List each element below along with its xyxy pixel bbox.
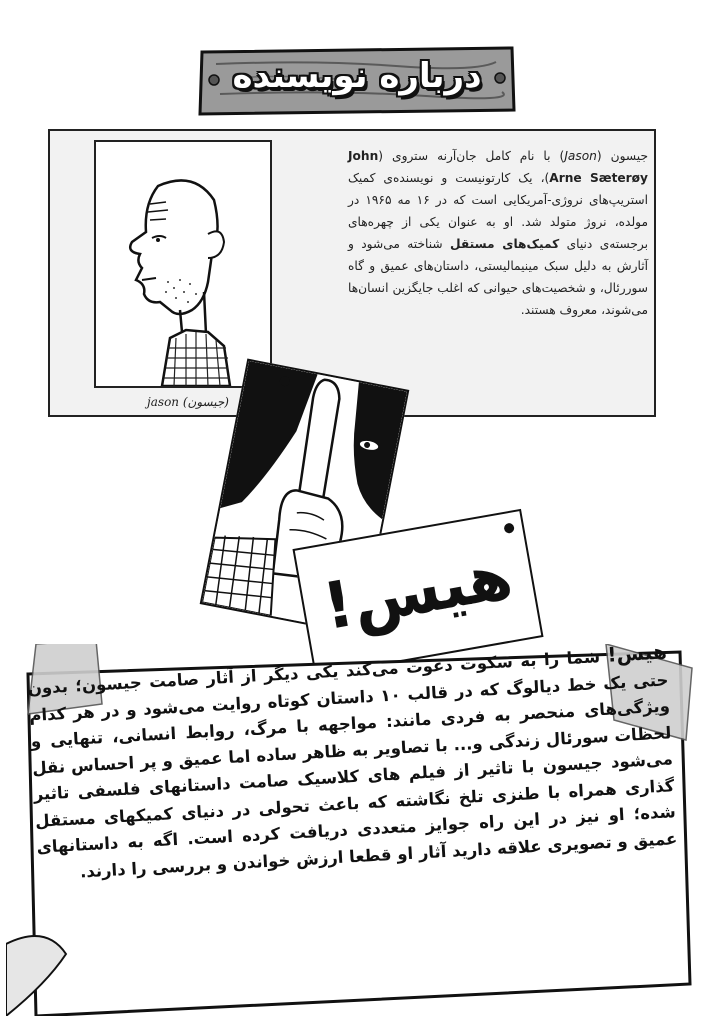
bio-text-2: ) با نام کامل جان‌آرنه ستروی ( bbox=[378, 149, 565, 163]
note-text: شما را به سکوت دعوت می‌کند یکی دیگر از آثار صامت جیسون؛ بدون حتی یک خط دیالوگ که در قالب ۱۰ داستان کوتاه روایت می‌شود و در هر کدام ویژگی‌های منحصر به فردی مانند: مواجهه با مرگ، روابط انسانی، تنهایی و لحظات سورئال زندگی و... با تصاویر به ظاهر ساده اما عمیق و پر احساس نقل می‌شود جیسون با تاثیر از فیلم های کلاسیک صامت داستانهای فلسفی تاثیر گذاری همراه با طنزی تلخ نگاشته که باعث تحولی در دنیای کمیکهای مستقل شده؛ او نیز در این راه جوایز متعددی دریافت کرده است. اگه به داستانهای عمیق و تصویری علاقه دارید آثار او قطعا ارزش خواندن و بررسی را دارند. bbox=[27, 646, 678, 881]
author-portrait bbox=[94, 140, 272, 388]
note-body bbox=[27, 638, 685, 1013]
author-bio bbox=[348, 145, 648, 405]
bio-text-3: )، یک کارتونیست و نویسنده‌ی کمیک استریپ‌های نروژی-آمریکایی است که در ۱۶ مه ۱۹۶۵ در مولده، نروژ متولد شد. او به عنوان یکی از چهره‌های برجسته‌ی دنیای bbox=[348, 171, 648, 251]
bio-text-1: جیسون ( bbox=[596, 149, 649, 163]
bio-text-4: شناخته می‌شود و آثارش به دلیل سبک مینیمالیستی، داستان‌های عمیق و گاه سوررئال، و شخصیت‌های حیوانی که اغلب جایگزین انسان‌ها می‌شوند، معروف هستند. bbox=[348, 237, 648, 317]
author-portrait-icon bbox=[96, 142, 270, 386]
title-sign bbox=[196, 44, 518, 116]
hiss-word: هیس! bbox=[317, 539, 518, 645]
pin-icon bbox=[503, 522, 515, 534]
note-lead: هیس! bbox=[606, 639, 668, 667]
portrait-caption: jason (جیسون) bbox=[147, 395, 229, 409]
page-title: درباره نویسنده bbox=[232, 56, 482, 96]
author-full-name-latin: John Arne Sæterøy bbox=[348, 149, 648, 185]
author-name-latin: Jason bbox=[564, 149, 597, 163]
bio-highlight: کمیک‌های مستقل bbox=[449, 237, 560, 251]
